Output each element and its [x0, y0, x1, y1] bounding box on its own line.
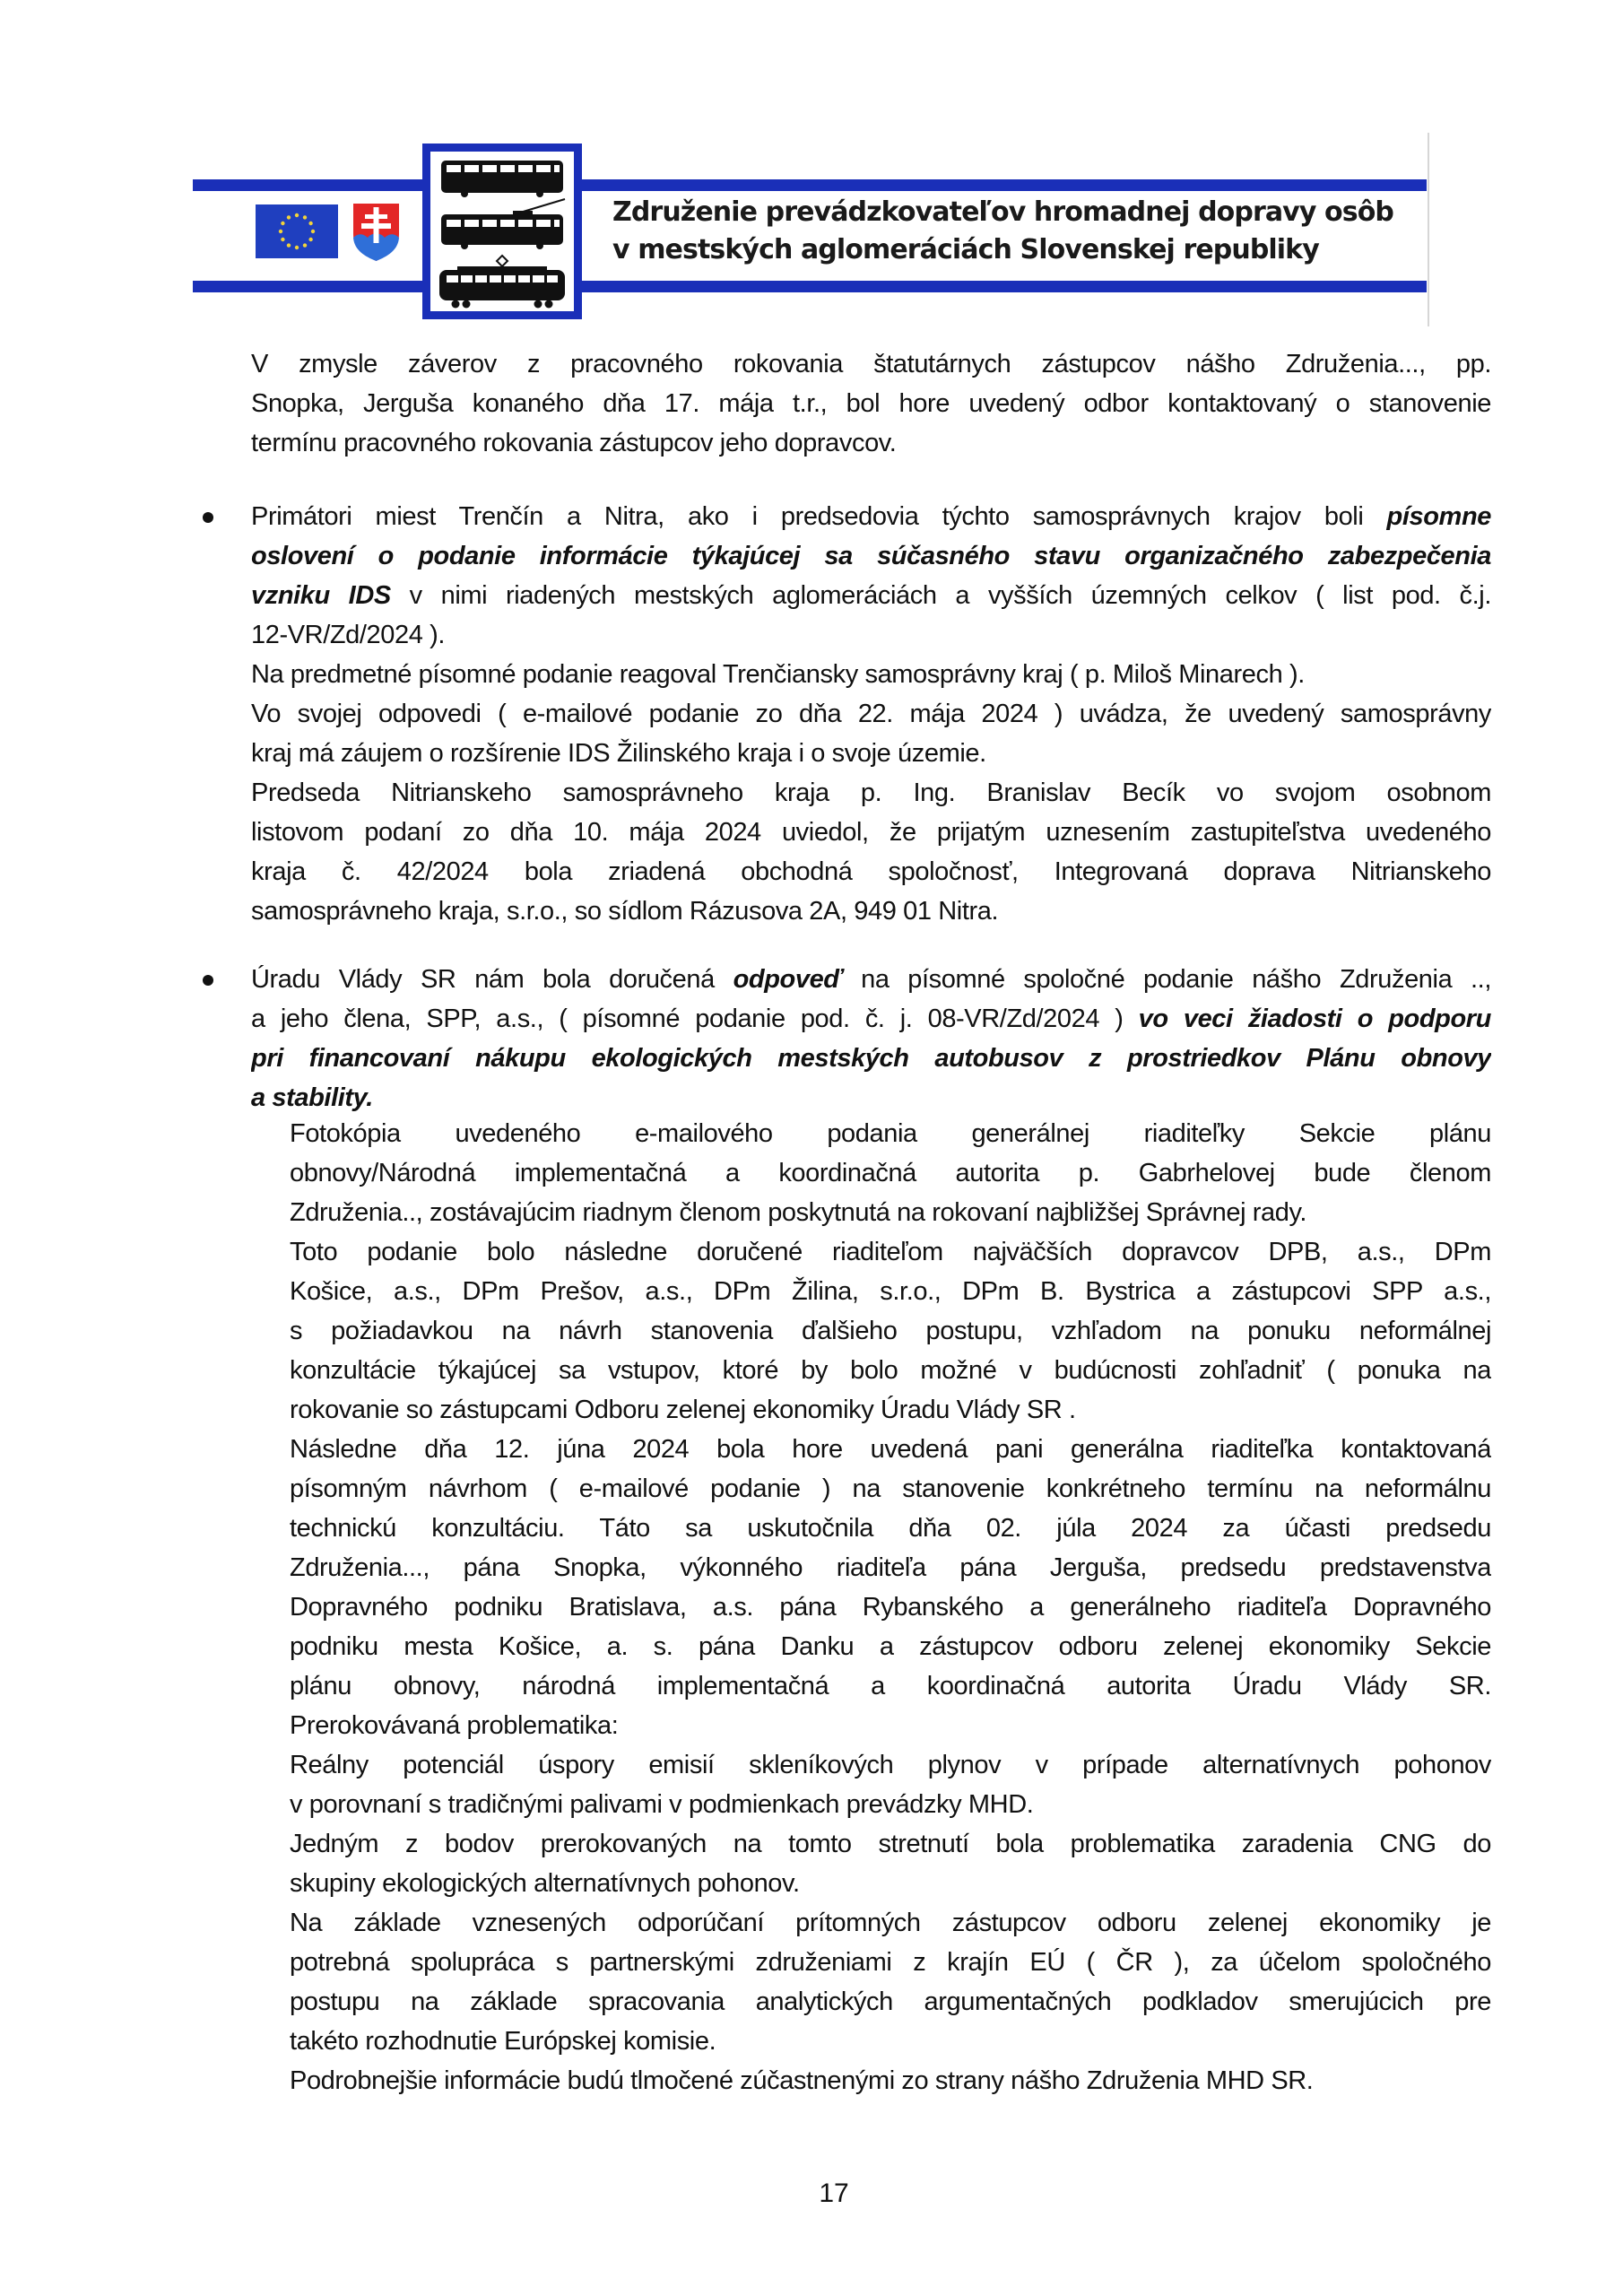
organization-name	[612, 194, 1393, 269]
bullet-item-government-office	[251, 960, 1491, 1118]
text-line: konzultácie týkajúcej sa vstupov, ktoré by bolo možné v budúcnosti zohľadniť ( ponuka na	[290, 1356, 1491, 1385]
text-line: Vo svojej odpovedi ( e-mailové podanie zo dňa 22. mája 2024 ) uvádza, že uvedený samosprávny	[251, 700, 1491, 728]
page-number: 17	[819, 2179, 849, 2208]
text-line: V zmysle záverov z pracovného rokovania štatutárnych zástupcov nášho Združenia..., pp.	[251, 350, 1491, 378]
text-line	[251, 999, 1491, 1039]
text-line: kraja č. 42/2024 bola zriadená obchodná spoločnosť, Integrovaná doprava Nitrianskeho	[251, 857, 1491, 886]
text-line: Košice, a.s., DPm Prešov, a.s., DPm Žilina, s.r.o., DPm B. Bystrica a zástupcovi SPP a.s.,	[290, 1277, 1491, 1306]
text-line: skupiny ekologických alternatívnych pohonov.	[290, 1869, 800, 1898]
emphasis-text: písomne	[1386, 502, 1491, 531]
consultation-details	[290, 1114, 1491, 2100]
text-line: potrebná spolupráca s partnerskými združeniami z krajín EÚ ( ČR ), za účelom spoločného	[290, 1948, 1491, 1977]
text-line: Združenia..., pána Snopka, výkonného riaditeľa pána Jerguša, predsedu predstavenstva	[290, 1553, 1491, 1582]
text-line: takéto rozhodnutie Európskej komisie.	[290, 2027, 716, 2056]
text-line: Snopka, Jerguša konaného dňa 17. mája t.r., bol hore uvedený odbor kontaktovaný o stanovenie	[251, 389, 1491, 418]
trolleybus-icon	[441, 199, 565, 249]
text-line: postupu na základe spracovania analytických argumentačných podkladov smerujúcich pre	[290, 1987, 1491, 2016]
emphasis-line: a stability.	[251, 1083, 373, 1112]
emphasis-text: vzniku IDS	[251, 581, 391, 610]
text-line: Podrobnejšie informácie budú tlmočené zúčastnenými zo strany nášho Združenia MHD SR.	[290, 2066, 1314, 2095]
text-line: obnovy/Národná implementačná a koordinačná autorita p. Gabrhelovej bude členom	[290, 1159, 1491, 1187]
header-banner	[193, 133, 1430, 326]
text-line: Fotokópia uvedeného e-mailového podania generálnej riaditeľky Sekcie plánu	[290, 1119, 1491, 1148]
text-run: v nimi riadených mestských aglomeráciách a vyšších územných celkov ( list pod. č.j.	[390, 581, 1491, 610]
emphasis-text: vo veci žiadosti o podporu	[1138, 1004, 1491, 1033]
text-line: v porovnaní s tradičnými palivami v podmienkach prevádzky MHD.	[290, 1790, 1034, 1819]
public-transport-logo	[422, 144, 582, 319]
text-line	[251, 576, 1491, 615]
text-line: Združenia.., zostávajúcim riadnym členom poskytnutá na rokovaní najbližšej Správnej rady.	[290, 1198, 1307, 1227]
text-run: a jeho člena, SPP, a.s., ( písomné podanie pod. č. j. 08-VR/Zd/2024 )	[251, 1004, 1139, 1033]
banner-edge-line	[1428, 133, 1429, 326]
slovak-coat-of-arms-icon	[352, 202, 401, 262]
text-line: samosprávneho kraja, s.r.o., so sídlom Rázusova 2A, 949 01 Nitra.	[251, 897, 999, 926]
emphasis-line: oslovení o podanie informácie týkajúcej sa súčasného stavu organizačného zabezpečenia	[251, 542, 1491, 570]
intro-paragraph	[251, 344, 1491, 463]
emphasis-line: pri financovaní nákupu ekologických mestských autobusov z prostriedkov Plánu obnovy	[251, 1044, 1491, 1073]
text-line: Na základe vznesených odporúčaní prítomných zástupcov odboru zelenej ekonomiky je	[290, 1909, 1491, 1937]
text-run: na písomné spoločné podanie nášho Združenia ..,	[842, 965, 1491, 994]
text-line: Toto podanie bolo následne doručené riaditeľom najväčších dopravcov DPB, a.s., DPm	[290, 1238, 1491, 1266]
text-line	[251, 497, 1491, 536]
text-line: písomným návrhom ( e-mailové podanie ) na stanovenie konkrétneho termínu na neformálnu	[290, 1474, 1491, 1503]
text-run: Úradu Vlády SR nám bola doručená	[251, 965, 733, 994]
banner-bottom-stripe	[193, 281, 1427, 292]
org-name-line-1: Združenie prevádzkovateľov hromadnej dopravy osôb	[612, 196, 1393, 228]
text-line: podniku mesta Košice, a. s. pána Danku a zástupcov odboru zelenej ekonomiky Sekcie	[290, 1632, 1491, 1661]
emphasis-text: odpoveď	[733, 965, 843, 994]
text-line: Predseda Nitrianskeho samosprávneho kraja p. Ing. Branislav Becík vo svojom osobnom	[251, 778, 1491, 807]
bullet-item-regions	[251, 497, 1491, 931]
text-run: Primátori miest Trenčín a Nitra, ako i predsedovia týchto samosprávnych krajov boli	[251, 502, 1387, 531]
text-line: Reálny potenciál úspory emisií skleníkových plynov v prípade alternatívnych pohonov	[290, 1751, 1491, 1779]
text-line: Prerokovávaná problematika:	[290, 1711, 619, 1740]
text-line: plánu obnovy, národná implementačná a koordinačná autorita Úradu Vlády SR.	[290, 1672, 1491, 1700]
text-line: s požiadavkou na návrh stanovenia ďalšieho postupu, vzhľadom na ponuku neformálnej	[290, 1317, 1491, 1345]
text-line: technickú konzultáciu. Táto sa uskutočnila dňa 02. júla 2024 za účasti predsedu	[290, 1514, 1491, 1543]
bullet-icon	[203, 512, 213, 523]
text-line: kraj má záujem o rozšírenie IDS Žilinského kraja i o svoje územie.	[251, 739, 986, 768]
text-line: 12-VR/Zd/2024 ).	[251, 621, 446, 649]
text-line: listovom podaní zo dňa 10. mája 2024 uviedol, že prijatým uznesením zastupiteľstva uvedeného	[251, 818, 1491, 847]
text-line: Dopravného podniku Bratislava, a.s. pána Rybanského a generálneho riaditeľa Dopravného	[290, 1593, 1491, 1622]
banner-top-stripe	[193, 179, 1427, 191]
eu-flag-icon	[256, 204, 338, 258]
text-line: Na predmetné písomné podanie reagoval Trenčiansky samosprávny kraj ( p. Miloš Minarech ).	[251, 660, 1305, 689]
text-line	[251, 960, 1491, 999]
bullet-icon	[203, 975, 213, 986]
text-line: Následne dňa 12. júna 2024 bola hore uvedená pani generálna riaditeľka kontaktovaná	[290, 1435, 1491, 1464]
tram-icon	[439, 256, 565, 309]
text-line: termínu pracovného rokovania zástupcov jeho dopravcov.	[251, 429, 897, 457]
text-line: rokovanie so zástupcami Odboru zelenej ekonomiky Úradu Vlády SR .	[290, 1396, 1076, 1424]
org-name-line-2: v mestských aglomeráciách Slovenskej republiky	[612, 234, 1319, 265]
text-line: Jedným z bodov prerokovaných na tomto stretnutí bola problematika zaradenia CNG do	[290, 1830, 1491, 1858]
bus-icon	[441, 161, 563, 197]
